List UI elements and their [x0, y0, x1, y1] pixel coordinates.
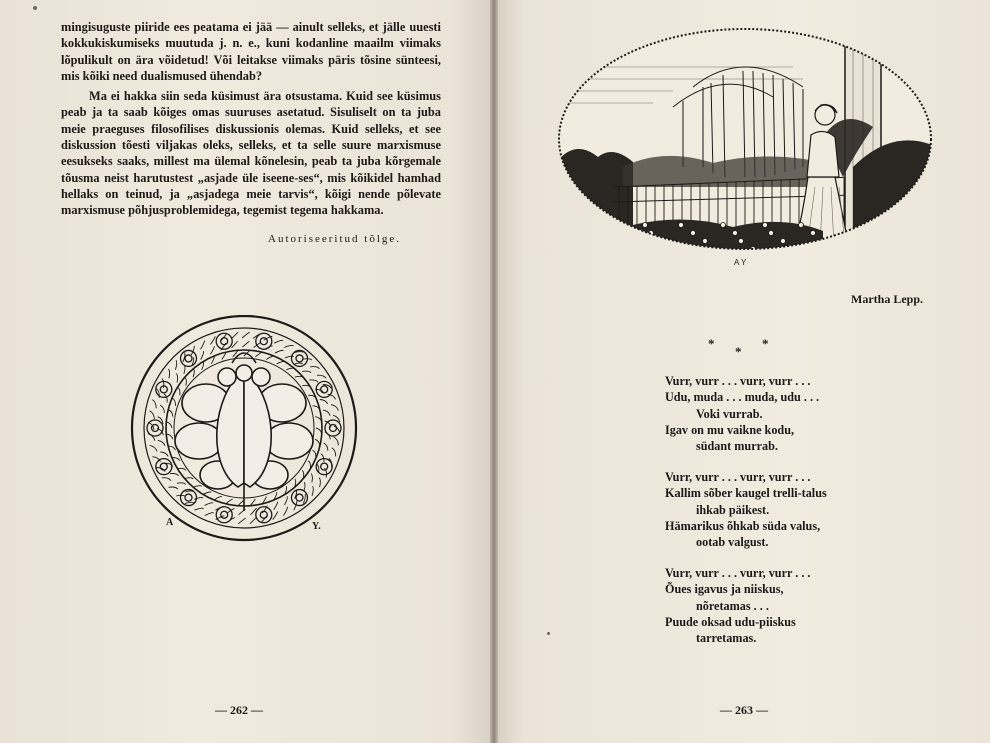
- asterisk: *: [735, 344, 742, 359]
- ornament-scale: [255, 352, 262, 357]
- ornament-scale: [250, 517, 257, 524]
- ornament-scale: [168, 369, 169, 379]
- ornament-scale: [320, 400, 328, 405]
- poem: [665, 373, 865, 661]
- poem-line: ootab valgust.: [696, 535, 769, 550]
- ornament-scale: [266, 356, 274, 360]
- paragraph-2: Ma ei hakka siin seda küsimust ära otsustama. Kuid see küsimus peab ja ta saab kõiges omas suuruses asetatud. Sisuliselt on ta juba meie praeguses filosofilises diskussionis olemas. Kuid selleks, et see diskussion tõesti viljakas oleks, selleks, et ta selle suure marxismuse eesukseks saaks, millest ma ülemal kõnelesin, peab ta juba kõrgemale tõusma neist harutustest „asjade üle iseene-ses“, mis kõikidel hamhad hellaks on teinud, ja „asjadega meie tarvis“, kõigi nende põlevate marxismuse põhjusproblemidega, tegemist tegema hakkama.: [61, 89, 441, 218]
- ornament-scale: [302, 470, 304, 478]
- ornament-ring-center: [221, 511, 228, 518]
- poem-line: Vurr, vurr . . . vurr, vurr . . .: [665, 374, 811, 388]
- ornament-scale: [185, 478, 194, 479]
- ornament-scale: [193, 369, 194, 378]
- ornament-scale: [310, 367, 319, 369]
- ornament-scale: [286, 368, 294, 370]
- ornament-scale: [205, 503, 214, 506]
- ornament-scale: [178, 387, 180, 395]
- ornament-scale: [231, 332, 238, 339]
- ornament-scale: [309, 380, 318, 382]
- ornament-scale: [315, 439, 320, 446]
- ornament-scale: [238, 500, 244, 506]
- ornament-scale: [304, 482, 305, 491]
- stanza-1: [665, 373, 865, 454]
- flower: [673, 247, 678, 252]
- poem-line: Igav on mu vaikne kodu,: [665, 422, 795, 437]
- ornament-scale: [160, 452, 168, 457]
- ornament-scale: [210, 346, 214, 354]
- flower: [571, 231, 576, 236]
- ornament-scale: [277, 361, 285, 363]
- flower: [793, 247, 798, 252]
- garden-illustration: [553, 27, 937, 267]
- ornament-scale: [203, 492, 211, 494]
- flower: [763, 223, 768, 228]
- ornament-ring-center: [185, 494, 192, 501]
- ornament-scale: [175, 360, 176, 370]
- ornament-scale: [317, 375, 326, 378]
- ornament-scale: [193, 486, 201, 488]
- flower: [703, 239, 708, 244]
- ornament-scale: [166, 422, 172, 428]
- ornament-scale: [331, 405, 339, 411]
- ornament-ring-center: [185, 355, 192, 362]
- flower: [733, 231, 738, 236]
- ornament-scale: [275, 350, 284, 353]
- flower: [721, 223, 726, 228]
- ornament-scale: [158, 440, 165, 446]
- ornament-scale: [170, 473, 179, 475]
- asterisk: *: [708, 336, 715, 351]
- ornament-scale: [172, 398, 176, 406]
- ornament-scale: [177, 483, 186, 485]
- ornament-scale: [316, 428, 322, 434]
- stanza-3: [665, 565, 865, 646]
- ink-speck: [33, 6, 37, 10]
- translation-note: Autoriseeritud tõlge.: [268, 233, 402, 245]
- poem-line: Kallim sõber kaugel trelli-talus: [665, 486, 827, 501]
- ornament-scale: [311, 474, 312, 483]
- flower: [679, 223, 684, 228]
- ornament-scale: [295, 376, 304, 377]
- ornament-scale: [313, 450, 317, 458]
- ornament-scale: [214, 496, 222, 500]
- ornament-scale: [160, 405, 164, 413]
- ornament-ring-center: [321, 463, 328, 470]
- poem-line: Hämarikus õhkab süda valus,: [665, 518, 821, 533]
- right-page: [495, 0, 990, 743]
- stanza-2: [665, 469, 865, 550]
- poem-line: Vurr, vurr . . . vurr, vurr . . .: [665, 469, 811, 484]
- poem-line: Õues igavus ja niiskus,: [665, 582, 784, 597]
- flower: [619, 239, 624, 244]
- ornament-scale: [324, 443, 328, 451]
- ornament-scale: [194, 508, 203, 510]
- ink-speck: [547, 632, 550, 635]
- ornament-scale: [205, 513, 214, 516]
- ornament-scale: [150, 445, 158, 451]
- ornament-scale: [201, 341, 205, 350]
- ornament-scale: [308, 461, 310, 469]
- ornament-scale: [152, 400, 156, 409]
- ornament-scale: [210, 336, 215, 344]
- page-number-left: — 262 —: [215, 703, 263, 717]
- prose-block: [61, 19, 441, 219]
- flower: [559, 223, 564, 228]
- poem-line: Voki vurrab.: [696, 406, 763, 421]
- ornament-scale: [226, 499, 233, 504]
- ornament-scale: [184, 365, 185, 374]
- ornament-ring-center: [160, 463, 167, 470]
- poem-line: ihkab päikest.: [696, 502, 770, 517]
- flower: [601, 223, 606, 228]
- ornament-scale: [168, 410, 173, 417]
- ornament-scale: [243, 341, 250, 347]
- ornament-scale: [176, 374, 177, 383]
- ornament-scale: [201, 351, 204, 360]
- ornament-initial-y: Y.: [312, 521, 321, 532]
- poem-line: tarretamas.: [696, 631, 757, 646]
- ornament-scale: [284, 345, 293, 347]
- flower: [739, 239, 744, 244]
- ornament-scale: [312, 486, 313, 496]
- ornament-scale: [302, 371, 311, 373]
- page-number-right: — 263 —: [720, 703, 768, 717]
- book-gutter: [490, 0, 498, 743]
- left-page: [0, 0, 493, 743]
- ornament-scale: [242, 332, 250, 338]
- ornament-initial-a: A: [166, 517, 174, 528]
- ornament-ring-center: [296, 494, 303, 501]
- ornament-scale: [323, 410, 330, 416]
- paragraph-1: mingisuguste piiride ees peatama ei jää — ainult selleks, et jälle uuesti kokkukiskumiseks muutuda j. n. e., kuni kodanline maailm viimaks lõpulikult on ära võidetud! Või leitakse viimaks päris tõsine sünteesi, mis kõiki need dualismused ühendab?: [61, 20, 441, 83]
- poem-line: Udu, muda . . . muda, udu . . .: [665, 390, 820, 405]
- flower: [643, 223, 648, 228]
- flower: [781, 239, 786, 244]
- ornament-scale: [273, 512, 278, 520]
- flower: [691, 231, 696, 236]
- flower: [799, 223, 804, 228]
- ornament-ring-center: [321, 386, 328, 393]
- ornament-scale: [285, 496, 288, 505]
- ornament-scale: [284, 507, 288, 516]
- poem-line: Vurr, vurr . . . vurr, vurr . . .: [665, 565, 811, 580]
- illustration-initials: A Y: [734, 258, 747, 267]
- ornament-scale: [238, 518, 246, 524]
- poem-line: nõretamas . . .: [696, 598, 769, 613]
- ornament-scale: [332, 448, 336, 457]
- ornament-ring-center: [296, 355, 303, 362]
- poem-line: südant murrab.: [696, 439, 778, 454]
- poem-author: Martha Lepp.: [851, 292, 923, 306]
- circular-ornament: [126, 315, 362, 543]
- flower: [589, 247, 594, 252]
- ornament-scale: [185, 377, 187, 385]
- ornament-scale: [274, 502, 278, 510]
- poem-line: Puude oksad udu-piiskus: [665, 614, 796, 629]
- asterisk: *: [762, 336, 769, 351]
- flower: [769, 231, 774, 236]
- ornament-scale: [274, 340, 283, 343]
- flower: [613, 231, 618, 236]
- flower: [631, 247, 636, 252]
- ornament-scale: [319, 478, 320, 488]
- flower: [583, 239, 588, 244]
- ornament-ring-center: [221, 338, 228, 345]
- ornament-scale: [162, 478, 171, 481]
- flower: [811, 231, 816, 236]
- ornament-scale: [169, 487, 178, 489]
- ornament-scale: [150, 411, 155, 419]
- ornament-scale: [334, 437, 339, 445]
